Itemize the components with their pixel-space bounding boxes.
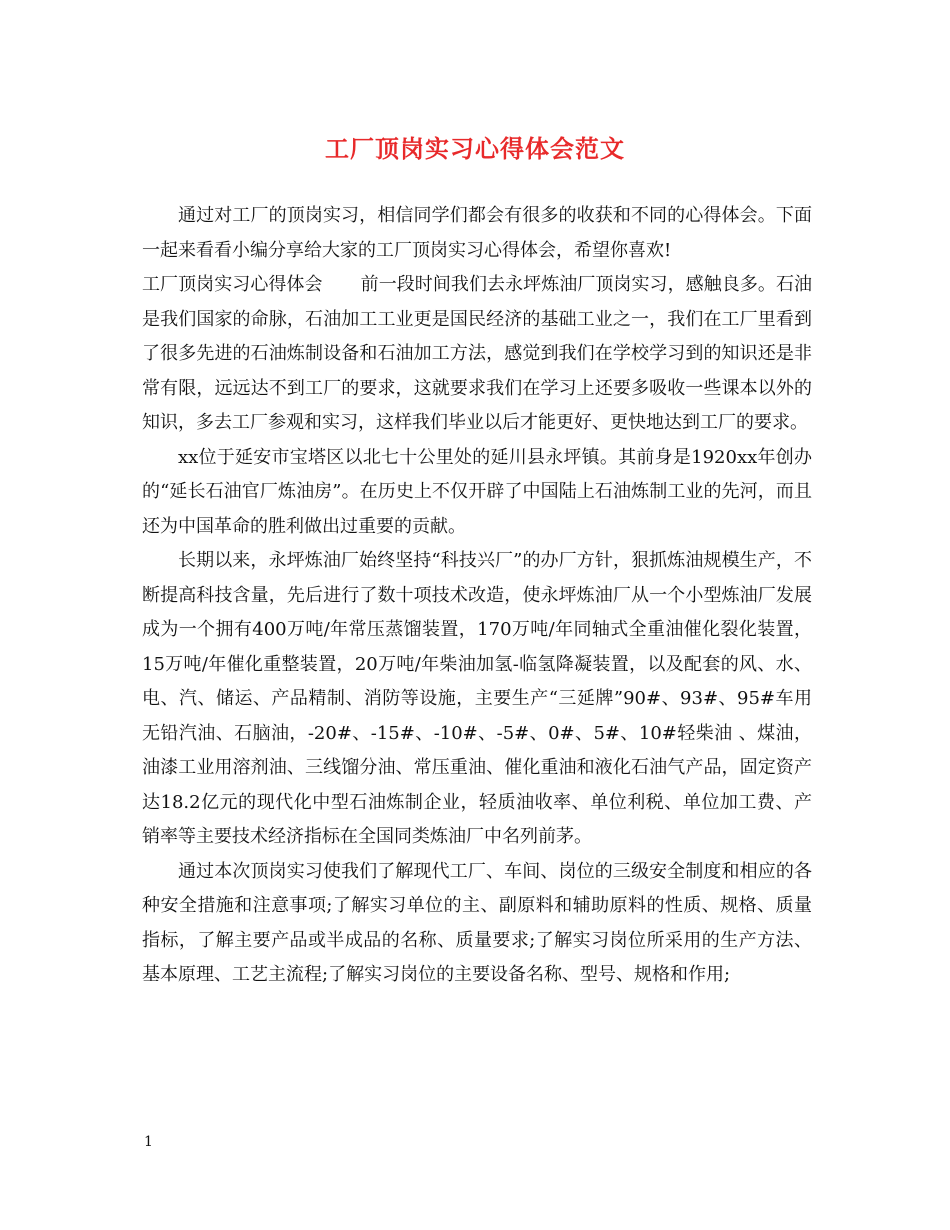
paragraph-2: xx位于延安市宝塔区以北七十公里处的延川县永坪镇。其前身是1920xx年创办的“延长石油官厂炼油房”。在历史上不仅开辟了中国陆上石油炼制工业的先河，而且还为中国革命的胜利做出过重要的贡献。 xyxy=(142,446,812,537)
document-title: 工厂顶岗实习心得体会范文 xyxy=(325,134,625,163)
subheading: 工厂顶岗实习心得体会 xyxy=(142,274,323,295)
document-body xyxy=(142,199,812,993)
page-number: 1 xyxy=(144,1134,153,1150)
paragraph-4: 通过本次顶岗实习使我们了解现代工厂、车间、岗位的三级安全制度和相应的各种安全措施和注意事项;了解实习单位的主、副原料和辅助原料的性质、规格、质量指标，了解主要产品或半成品的名称、质量要求;了解实习岗位所采用的生产方法、基本原理、工艺主流程;了解实习岗位的主要设备名称、型号、规格和作用; xyxy=(142,860,812,985)
subheading-paragraph xyxy=(142,268,812,441)
paragraph-3: 长期以来，永坪炼油厂始终坚持“科技兴厂”的办厂方针，狠抓炼油规模生产，不断提高科技含量，先后进行了数十项技术改造，使永坪炼油厂从一个小型炼油厂发展成为一个拥有400万吨/年常压蒸馏装置，170万吨/年同轴式全重油催化裂化装置，15万吨/年催化重整装置，20万吨/年柴油加氢-临氢降凝装置，以及配套的风、水、电、汽、储运、产品精制、消防等设施，主要生产“三延牌”90#、93#、95#车用无铅汽油、石脑油，-20#、-15#、-10#、-5#、0#、5#、10#轻柴油 、煤油，油漆工业用溶剂油、三线馏分油、常压重油、催化重油和液化石油气产品，固定资产达18.2亿元的现代化中型石油炼制企业，轻质油收率、单位利税、单位加工费、产销率等主要技术经济指标在全国同类炼油厂中名列前茅。 xyxy=(142,550,812,847)
intro-paragraph: 通过对工厂的顶岗实习，相信同学们都会有很多的收获和不同的心得体会。下面一起来看看小编分享给大家的工厂顶岗实习心得体会，希望你喜欢! xyxy=(142,205,812,261)
paragraph-1: 前一段时间我们去永坪炼油厂顶岗实习，感触良多。石油是我们国家的命脉，石油加工工业更是国民经济的基础工业之一，我们在工厂里看到了很多先进的石油炼制设备和石油加工方法，感觉到我们在学校学习到的知识还是非常有限，远远达不到工厂的要求，这就要求我们在学习上还要多吸收一些课本以外的知识，多去工厂参观和实习，这样我们毕业以后才能更好、更快地达到工厂的要求。 xyxy=(142,274,813,433)
